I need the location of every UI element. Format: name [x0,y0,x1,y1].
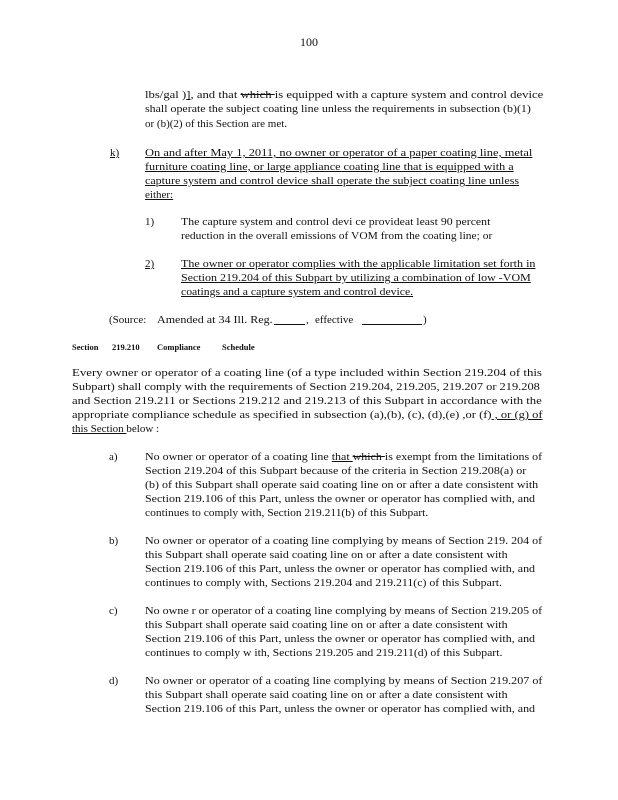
subsection-k-line-3: capture system and control device shall operate the subject coating line unless [145,175,520,187]
item-k2-line-2: Section 219.204 of this Subpart by utilizing a combination of low -VOM [181,272,531,284]
item-label-k2: 2) [145,258,155,270]
section-subtitle: Schedule [222,342,255,352]
source-open: (Source: [109,314,147,326]
item-d-line-3: Section 219.106 of this Part, unless the owner or operator has complied with, and [145,703,536,715]
item-k1-line-2: reduction in the overall emissions of VOM from the coating line; or [181,230,493,242]
item-label-k1: 1) [145,216,155,228]
item-a-line-4: Section 219.106 of this Part, unless the owner or operator has complied with, and [145,493,536,505]
item-text: is exempt from the limitations of [384,451,543,463]
item-label-d: d) [109,675,119,687]
continuation-line-3: or (b)(2) of this Section are met. [145,118,288,130]
continuation-line-2: shall operate the subject coating line unless the requirements in subsection (b)(1) [145,103,531,115]
item-d-line-2: this Subpart shall operate said coating line on or after a date consistent with [145,689,508,701]
item-c-line-4: continues to comply w ith, Sections 219.205 and 219.211(d) of this Subpart. [145,647,503,659]
subsection-label-k: k) [110,147,120,159]
intro-line-2: Subpart) shall comply with the requirements of Section 219.204, 219.205, 219.207 or 219.208 [72,381,540,393]
blank-reg-number [274,324,305,325]
item-label-b: b) [109,535,119,547]
source-comma: , [306,314,309,326]
item-a-line-2: Section 219.204 of this Subpart because of the criteria in Section 219.208(a) or [145,465,527,477]
section-number: 219.210 [112,342,140,352]
struck-text: which [352,451,385,463]
item-label-c: c) [109,605,118,617]
intro-line-1: Every owner or operator of a coating line (of a type included within Section 219.204 of this [72,367,542,379]
section-title: Compliance [157,342,201,352]
item-d-line-1: No owner or operator of a coating line complying by means of Section 219.207 of [145,675,543,687]
subsection-k-line-1: On and after May 1, 2011, no owner or operator of a paper coating line, metal [145,147,533,159]
item-a-line-3: (b) of this Subpart shall operate said coating line on or after a date consistent with [145,479,539,491]
continuation-text: , and that [190,89,241,101]
intro-text: below : [126,423,160,435]
item-k2-line-3: coatings and a capture system and control device. [181,286,414,298]
struck-text: which [240,89,275,101]
item-text: No owner or operator of a coating line [145,451,332,463]
page-number: 100 [300,35,318,49]
subsection-k-line-4: either: [145,189,174,201]
item-b-line-3: Section 219.106 of this Part, unless the owner or operator has complied with, and [145,563,536,575]
subsection-k-line-2: furniture coating line, or large appliance coating line that is equipped with a [145,161,514,173]
item-k1-line-1: The capture system and control devi ce provideat least 90 percent [181,216,491,228]
item-b-line-1: No owner or operator of a coating line complying by means of Section 219. 204 of [145,535,543,547]
item-a-line-1 [145,451,542,463]
continuation-text: lbs/gal ) [145,89,187,101]
intro-text: appropriate compliance schedule as specified in subsection (a),(b), (c), (d),(e) ,or (f) [72,409,492,421]
continuation-line-1 [145,89,543,101]
intro-line-4 [72,409,543,421]
item-label-a: a) [109,451,118,463]
item-k2-line-1: The owner or operator complies with the applicable limitation set forth in [181,258,536,270]
blank-effective-date [362,324,422,325]
source-effective: effective [315,314,354,326]
inserted-bracket: ] [186,89,191,101]
inserted-text: that [331,451,353,463]
inserted-text: , or (g) of [491,409,543,421]
source-amended: Amended at 34 Ill. Reg. [157,314,273,326]
item-c-line-3: Section 219.106 of this Part, unless the owner or operator has complied with, and [145,633,536,645]
item-a-line-5: continues to comply with, Section 219.211(b) of this Subpart. [145,507,429,519]
inserted-text: this Section [72,423,127,435]
section-label: Section [72,342,99,352]
item-c-line-1: No owne r or operator of a coating line complying by means of Section 219.205 of [145,605,543,617]
intro-line-5 [72,423,159,435]
item-c-line-2: this Subpart shall operate said coating line on or after a date consistent with [145,619,508,631]
source-close: ) [423,314,427,326]
item-b-line-4: continues to comply with, Sections 219.204 and 219.211(c) of this Subpart. [145,577,502,589]
continuation-text: is equipped with a capture system and control device [274,89,544,101]
item-b-line-2: this Subpart shall operate said coating line on or after a date consistent with [145,549,508,561]
intro-line-3: and Section 219.211 or Sections 219.212 and 219.213 of this Subpart in accordance with the [72,395,542,407]
